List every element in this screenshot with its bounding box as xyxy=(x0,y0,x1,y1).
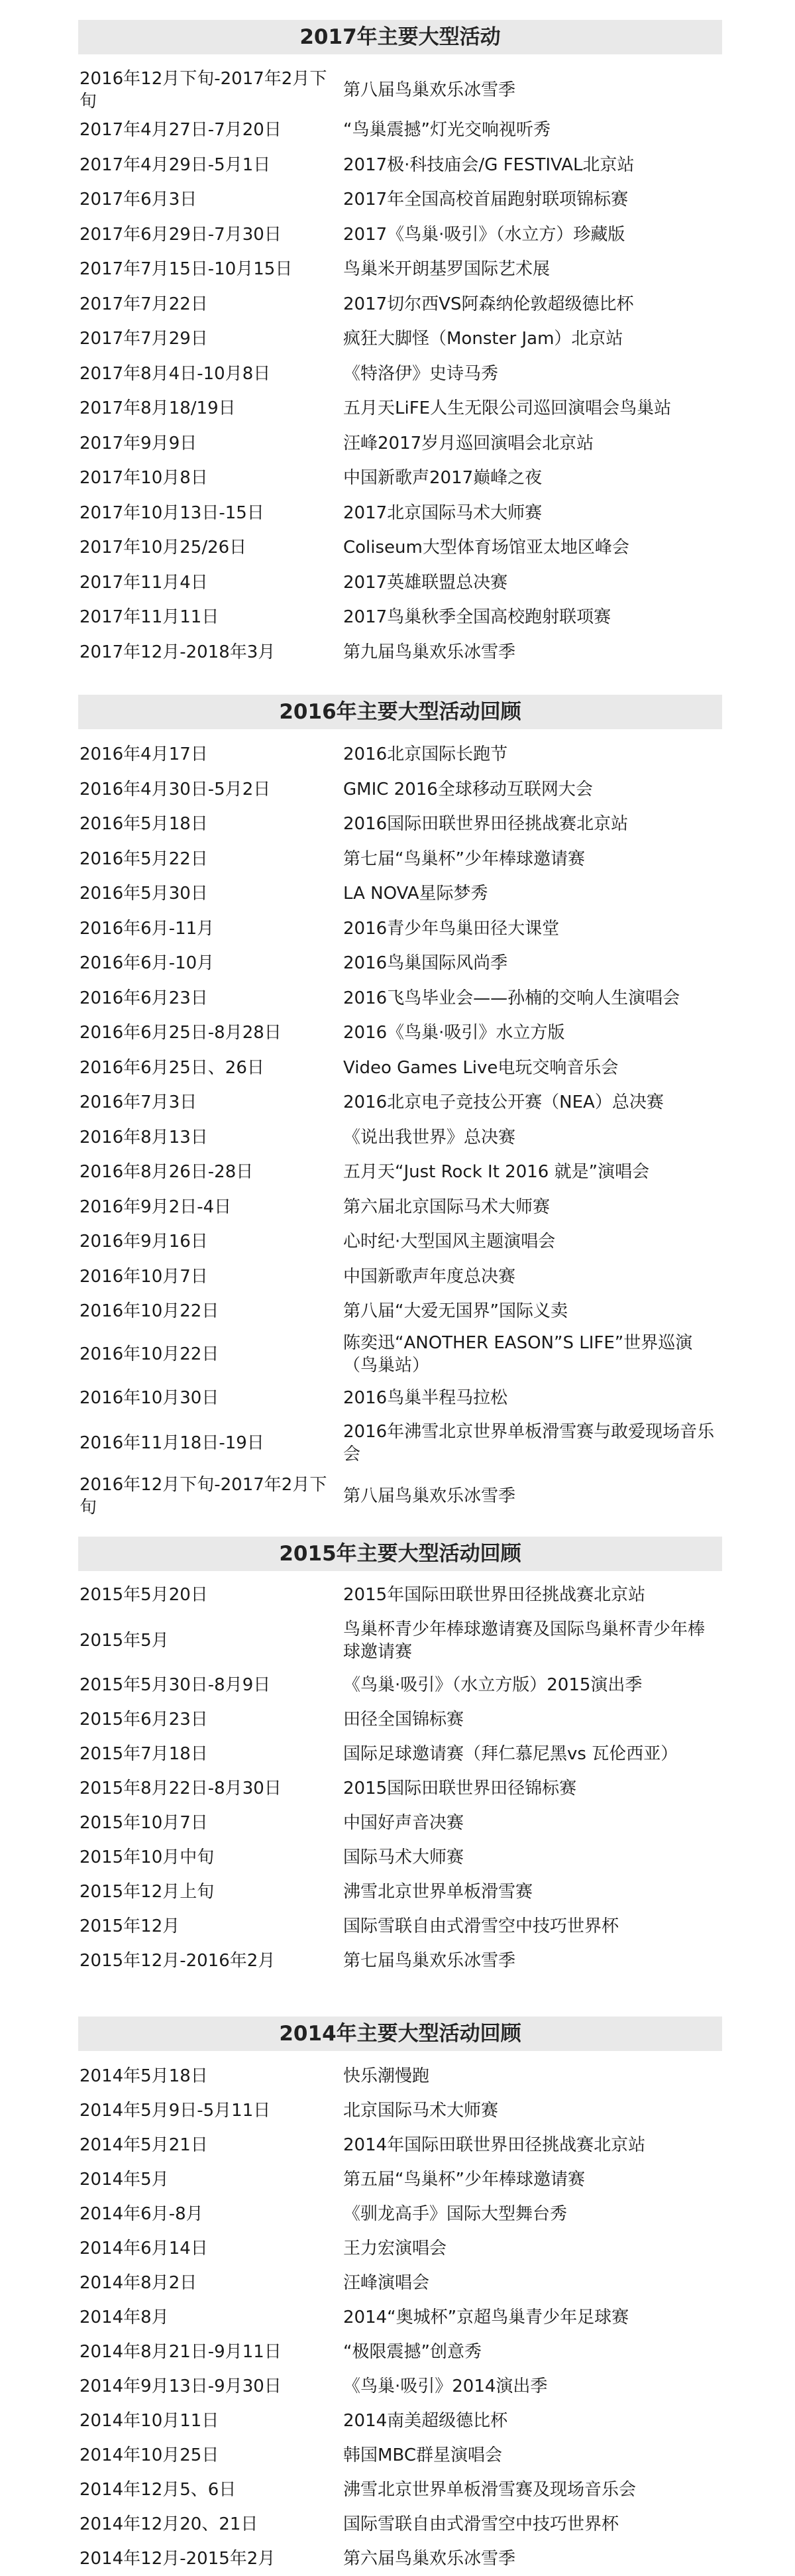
section-2017 xyxy=(78,20,722,670)
date-cell: 2016年12月下旬-2017年2月下旬 xyxy=(80,1474,327,1517)
table-row xyxy=(78,1417,722,1470)
table-row xyxy=(78,1702,722,1737)
date-cell: 2014年6月-8月 xyxy=(80,2204,203,2224)
table-row xyxy=(78,287,722,322)
date-cell: 2015年5月20日 xyxy=(80,1585,208,1605)
date-cell: 2016年5月30日 xyxy=(80,884,208,904)
event-cell: 2014“奥城杯”京超鸟巢青少年足球赛 xyxy=(343,2308,629,2327)
table-row xyxy=(78,113,722,148)
table-row xyxy=(78,1576,722,1613)
table-row xyxy=(78,1379,722,1417)
section-title: 2015年主要大型活动回顾 xyxy=(78,1537,722,1571)
event-cell: 五月天LiFE人生无限公司巡回演唱会鸟巢站 xyxy=(343,398,672,419)
date-cell: 2017年10月13日-15日 xyxy=(80,502,264,523)
section-2016 xyxy=(78,695,722,1523)
date-cell: 2014年12月20、21日 xyxy=(80,2514,258,2534)
table-row xyxy=(78,1120,722,1155)
event-cell: 2017极·科技庙会/G FESTIVAL北京站 xyxy=(343,154,635,175)
table-row xyxy=(78,2300,722,2335)
date-cell: 2015年12月 xyxy=(80,1916,180,1936)
date-cell: 2014年8月2日 xyxy=(80,2273,197,2293)
table-row xyxy=(78,1875,722,1909)
table-row xyxy=(78,1224,722,1259)
date-cell: 2017年6月29日-7月30日 xyxy=(80,224,282,245)
date-cell: 2014年5月9日-5月11日 xyxy=(80,2101,271,2121)
event-cell: 2017切尔西VS阿森纳伦敦超级德比杯 xyxy=(343,294,634,314)
event-cell: 北京国际马术大师赛 xyxy=(343,2101,499,2121)
table-row xyxy=(78,322,722,357)
table-row xyxy=(78,68,722,113)
event-cell: 第九届鸟巢欢乐冰雪季 xyxy=(343,642,516,662)
table-row xyxy=(78,2266,722,2300)
date-cell: 2015年8月22日-8月30日 xyxy=(80,1779,282,1798)
date-cell: 2016年10月30日 xyxy=(80,1387,219,1408)
date-cell: 2017年11月4日 xyxy=(80,572,208,593)
table-row xyxy=(78,1909,722,1944)
date-cell: 2014年10月11日 xyxy=(80,2411,219,2431)
event-cell: 2016鸟巢半程马拉松 xyxy=(343,1387,508,1408)
date-cell: 2014年10月25日 xyxy=(80,2445,219,2465)
event-cell: 第七届鸟巢欢乐冰雪季 xyxy=(343,1951,516,1971)
date-cell: 2015年12月-2016年2月 xyxy=(80,1951,276,1971)
event-cell: 2016飞鸟毕业会——孙楠的交响人生演唱会 xyxy=(343,988,680,1008)
event-cell: 沸雪北京世界单板滑雪赛及现场音乐会 xyxy=(343,2480,637,2500)
table-row xyxy=(78,842,722,877)
section-2015 xyxy=(78,1537,722,1978)
date-cell: 2016年8月13日 xyxy=(80,1127,208,1147)
date-cell: 2017年7月22日 xyxy=(80,294,208,314)
event-cell: 王力宏演唱会 xyxy=(343,2239,447,2258)
date-cell: 2016年10月22日 xyxy=(80,1301,219,1322)
event-cell: Coliseum大型体育场馆亚太地区峰会 xyxy=(343,538,629,558)
table-row xyxy=(78,2162,722,2197)
event-cell: 2017年全国高校首届跑射联项锦标赛 xyxy=(343,190,629,210)
event-cell: 国际马术大师赛 xyxy=(343,1847,464,1867)
table-row xyxy=(78,1329,722,1379)
event-cell: 国际雪联自由式滑雪空中技巧世界杯 xyxy=(343,2514,619,2534)
table-row xyxy=(78,1155,722,1190)
table-row xyxy=(78,2093,722,2128)
table-row xyxy=(78,911,722,947)
date-cell: 2014年5月 xyxy=(80,2170,169,2190)
event-cell: 第六届鸟巢欢乐冰雪季 xyxy=(343,2549,516,2569)
date-cell: 2017年7月29日 xyxy=(80,329,208,349)
event-cell: 第八届鸟巢欢乐冰雪季 xyxy=(343,80,516,100)
event-cell: 心时纪·大型国风主题演唱会 xyxy=(343,1232,556,1252)
table-row xyxy=(78,1190,722,1225)
event-cell: 第七届“鸟巢杯”少年棒球邀请赛 xyxy=(343,849,585,869)
table-row xyxy=(78,148,722,183)
date-cell: 2016年12月下旬-2017年2月下旬 xyxy=(80,69,327,111)
table-row xyxy=(78,2231,722,2266)
event-cell: 2017《鸟巢·吸引》（水立方）珍藏版 xyxy=(343,224,625,245)
event-cell: 汪峰2017岁月巡回演唱会北京站 xyxy=(343,433,594,453)
date-cell: 2014年5月21日 xyxy=(80,2135,208,2155)
date-cell: 2017年8月4日-10月8日 xyxy=(80,363,271,384)
table-row xyxy=(78,807,722,842)
date-cell: 2017年12月-2018年3月 xyxy=(80,642,276,662)
table-row xyxy=(78,1051,722,1086)
table-row xyxy=(78,530,722,565)
table-row xyxy=(78,1771,722,1806)
date-cell: 2014年8月21日-9月11日 xyxy=(80,2342,282,2362)
event-cell: 国际雪联自由式滑雪空中技巧世界杯 xyxy=(343,1916,619,1936)
event-cell: 《鸟巢·吸引》（水立方版）2015演出季 xyxy=(343,1675,643,1695)
date-cell: 2015年10月7日 xyxy=(80,1813,208,1833)
table-row xyxy=(78,426,722,461)
date-cell: 2016年5月18日 xyxy=(80,814,208,835)
event-cell: LA NOVA星际梦秀 xyxy=(343,884,488,904)
event-cell: 《特洛伊》史诗马秀 xyxy=(343,363,499,384)
date-cell: 2016年6月25日-8月28日 xyxy=(80,1023,282,1043)
event-cell: 陈奕迅“ANOTHER EASON”S LIFE”世界巡演（鸟巢站） xyxy=(343,1332,693,1376)
table-row xyxy=(78,1840,722,1875)
table-row xyxy=(78,635,722,670)
date-cell: 2016年10月7日 xyxy=(80,1266,208,1287)
section-title: 2017年主要大型活动 xyxy=(78,20,722,54)
event-cell: 鸟巢米开朗基罗国际艺术展 xyxy=(343,259,551,280)
event-cell: 田径全国锦标赛 xyxy=(343,1710,464,1729)
date-cell: 2016年6月-10月 xyxy=(80,953,215,974)
table-row xyxy=(78,182,722,217)
event-cell: 国际足球邀请赛（拜仁慕尼黑vs 瓦伦西亚） xyxy=(343,1744,678,1764)
date-cell: 2014年12月5、6日 xyxy=(80,2480,237,2500)
table-row xyxy=(78,2473,722,2507)
table-row xyxy=(78,1737,722,1771)
table-row xyxy=(78,2335,722,2369)
table-row xyxy=(78,1016,722,1051)
date-cell: 2014年5月18日 xyxy=(80,2066,208,2086)
table-row xyxy=(78,772,722,807)
event-cell: 韩国MBC群星演唱会 xyxy=(343,2445,502,2465)
event-cell: 快乐潮慢跑 xyxy=(343,2066,430,2086)
table-row xyxy=(78,217,722,253)
table-row xyxy=(78,496,722,531)
event-cell: 2014南美超级德比杯 xyxy=(343,2411,508,2431)
table-row xyxy=(78,1470,722,1523)
event-cell: 汪峰演唱会 xyxy=(343,2273,430,2293)
table-row xyxy=(78,357,722,392)
date-cell: 2015年5月 xyxy=(80,1631,169,1651)
date-cell: 2014年6月14日 xyxy=(80,2239,208,2258)
event-cell: 第八届鸟巢欢乐冰雪季 xyxy=(343,1486,516,1506)
table-row xyxy=(78,2404,722,2438)
date-cell: 2015年5月30日-8月9日 xyxy=(80,1675,271,1695)
table-row xyxy=(78,2507,722,2542)
event-cell: 中国新歌声2017巅峰之夜 xyxy=(343,468,543,489)
date-cell: 2017年10月8日 xyxy=(80,468,208,489)
table-row xyxy=(78,1613,722,1668)
date-cell: 2016年7月3日 xyxy=(80,1092,197,1113)
table-row xyxy=(78,2542,722,2576)
event-cell: 2016北京国际长跑节 xyxy=(343,744,508,765)
date-cell: 2017年9月9日 xyxy=(80,433,197,453)
event-cell: 2015年国际田联世界田径挑战赛北京站 xyxy=(343,1585,646,1605)
section-2014 xyxy=(78,2017,722,2576)
table-row xyxy=(78,946,722,981)
table-row xyxy=(78,1806,722,1840)
event-cell: 中国好声音决赛 xyxy=(343,1813,464,1833)
event-cell: 2016《鸟巢·吸引》水立方版 xyxy=(343,1023,565,1043)
event-cell: 2016鸟巢国际风尚季 xyxy=(343,953,508,974)
section-title: 2016年主要大型活动回顾 xyxy=(78,695,722,729)
date-cell: 2016年4月30日-5月2日 xyxy=(80,779,271,799)
date-cell: 2017年7月15日-10月15日 xyxy=(80,259,293,280)
event-cell: 2016青少年鸟巢田径大课堂 xyxy=(343,918,560,939)
date-cell: 2016年6月-11月 xyxy=(80,918,215,939)
table-row xyxy=(78,252,722,287)
event-cell: GMIC 2016全球移动互联网大会 xyxy=(343,779,593,799)
event-cell: 2017鸟巢秋季全国高校跑射联项赛 xyxy=(343,607,611,628)
event-cell: 第八届“大爱无国界”国际义卖 xyxy=(343,1301,568,1322)
event-cell: 疯狂大脚怪（Monster Jam）北京站 xyxy=(343,329,623,349)
date-cell: 2015年7月18日 xyxy=(80,1744,208,1764)
event-cell: “鸟巢震撼”灯光交响视听秀 xyxy=(343,120,551,141)
date-cell: 2016年5月22日 xyxy=(80,849,208,869)
table-row xyxy=(78,737,722,772)
date-cell: 2016年4月17日 xyxy=(80,744,208,765)
table-row xyxy=(78,1259,722,1295)
date-cell: 2017年4月27日-7月20日 xyxy=(80,120,282,141)
date-cell: 2016年6月25日、26日 xyxy=(80,1057,264,1078)
date-cell: 2017年6月3日 xyxy=(80,190,197,210)
event-cell: 《驯龙高手》国际大型舞台秀 xyxy=(343,2204,568,2224)
date-cell: 2017年11月11日 xyxy=(80,607,219,628)
date-cell: 2016年8月26日-28日 xyxy=(80,1162,254,1183)
event-cell: 中国新歌声年度总决赛 xyxy=(343,1266,516,1287)
event-cell: 2016国际田联世界田径挑战赛北京站 xyxy=(343,814,629,835)
table-row xyxy=(78,1294,722,1329)
event-cell: 《说出我世界》总决赛 xyxy=(343,1127,516,1147)
date-cell: 2015年12月上旬 xyxy=(80,1882,215,1902)
table-row xyxy=(78,461,722,496)
table-row xyxy=(78,2369,722,2404)
table-row xyxy=(78,2197,722,2231)
date-cell: 2017年10月25/26日 xyxy=(80,538,247,558)
event-cell: 第六届北京国际马术大师赛 xyxy=(343,1197,551,1217)
date-cell: 2016年11月18日-19日 xyxy=(80,1433,264,1453)
table-row xyxy=(78,1944,722,1978)
event-cell: 2017英雄联盟总决赛 xyxy=(343,572,508,593)
date-cell: 2014年9月13日-9月30日 xyxy=(80,2376,282,2396)
date-cell: 2017年4月29日-5月1日 xyxy=(80,154,271,175)
table-row xyxy=(78,1668,722,1702)
table-row xyxy=(78,2438,722,2473)
table-row xyxy=(78,391,722,426)
date-cell: 2016年10月22日 xyxy=(80,1344,219,1364)
event-cell: 第五届“鸟巢杯”少年棒球邀请赛 xyxy=(343,2170,585,2190)
date-cell: 2016年9月16日 xyxy=(80,1232,208,1252)
event-cell: “极限震撼”创意秀 xyxy=(343,2342,482,2362)
table-row xyxy=(78,876,722,911)
date-cell: 2015年6月23日 xyxy=(80,1710,208,1729)
event-cell: 2017北京国际马术大师赛 xyxy=(343,502,543,523)
table-row xyxy=(78,600,722,635)
event-cell: 2016北京电子竞技公开赛（NEA）总决赛 xyxy=(343,1092,664,1113)
table-row xyxy=(78,2059,722,2093)
date-cell: 2014年12月-2015年2月 xyxy=(80,2549,276,2569)
event-cell: 《鸟巢·吸引》2014演出季 xyxy=(343,2376,548,2396)
date-cell: 2016年6月23日 xyxy=(80,988,208,1008)
table-row xyxy=(78,981,722,1016)
event-cell: 五月天“Just Rock It 2016 就是”演唱会 xyxy=(343,1162,650,1183)
date-cell: 2016年9月2日-4日 xyxy=(80,1197,232,1217)
event-cell: 沸雪北京世界单板滑雪赛 xyxy=(343,1882,533,1902)
event-cell: 鸟巢杯青少年棒球邀请赛及国际鸟巢杯青少年棒球邀请赛 xyxy=(343,1619,706,1662)
table-row xyxy=(78,1085,722,1120)
event-cell: 2015国际田联世界田径锦标赛 xyxy=(343,1779,577,1798)
table-row xyxy=(78,565,722,601)
date-cell: 2015年10月中旬 xyxy=(80,1847,215,1867)
event-cell: Video Games Live电玩交响音乐会 xyxy=(343,1057,619,1078)
table-row xyxy=(78,2128,722,2162)
event-cell: 2016年沸雪北京世界单板滑雪赛与敢爱现场音乐会 xyxy=(343,1421,715,1464)
date-cell: 2017年8月18/19日 xyxy=(80,398,236,419)
event-cell: 2014年国际田联世界田径挑战赛北京站 xyxy=(343,2135,646,2155)
section-title: 2014年主要大型活动回顾 xyxy=(78,2017,722,2051)
date-cell: 2014年8月 xyxy=(80,2308,169,2327)
